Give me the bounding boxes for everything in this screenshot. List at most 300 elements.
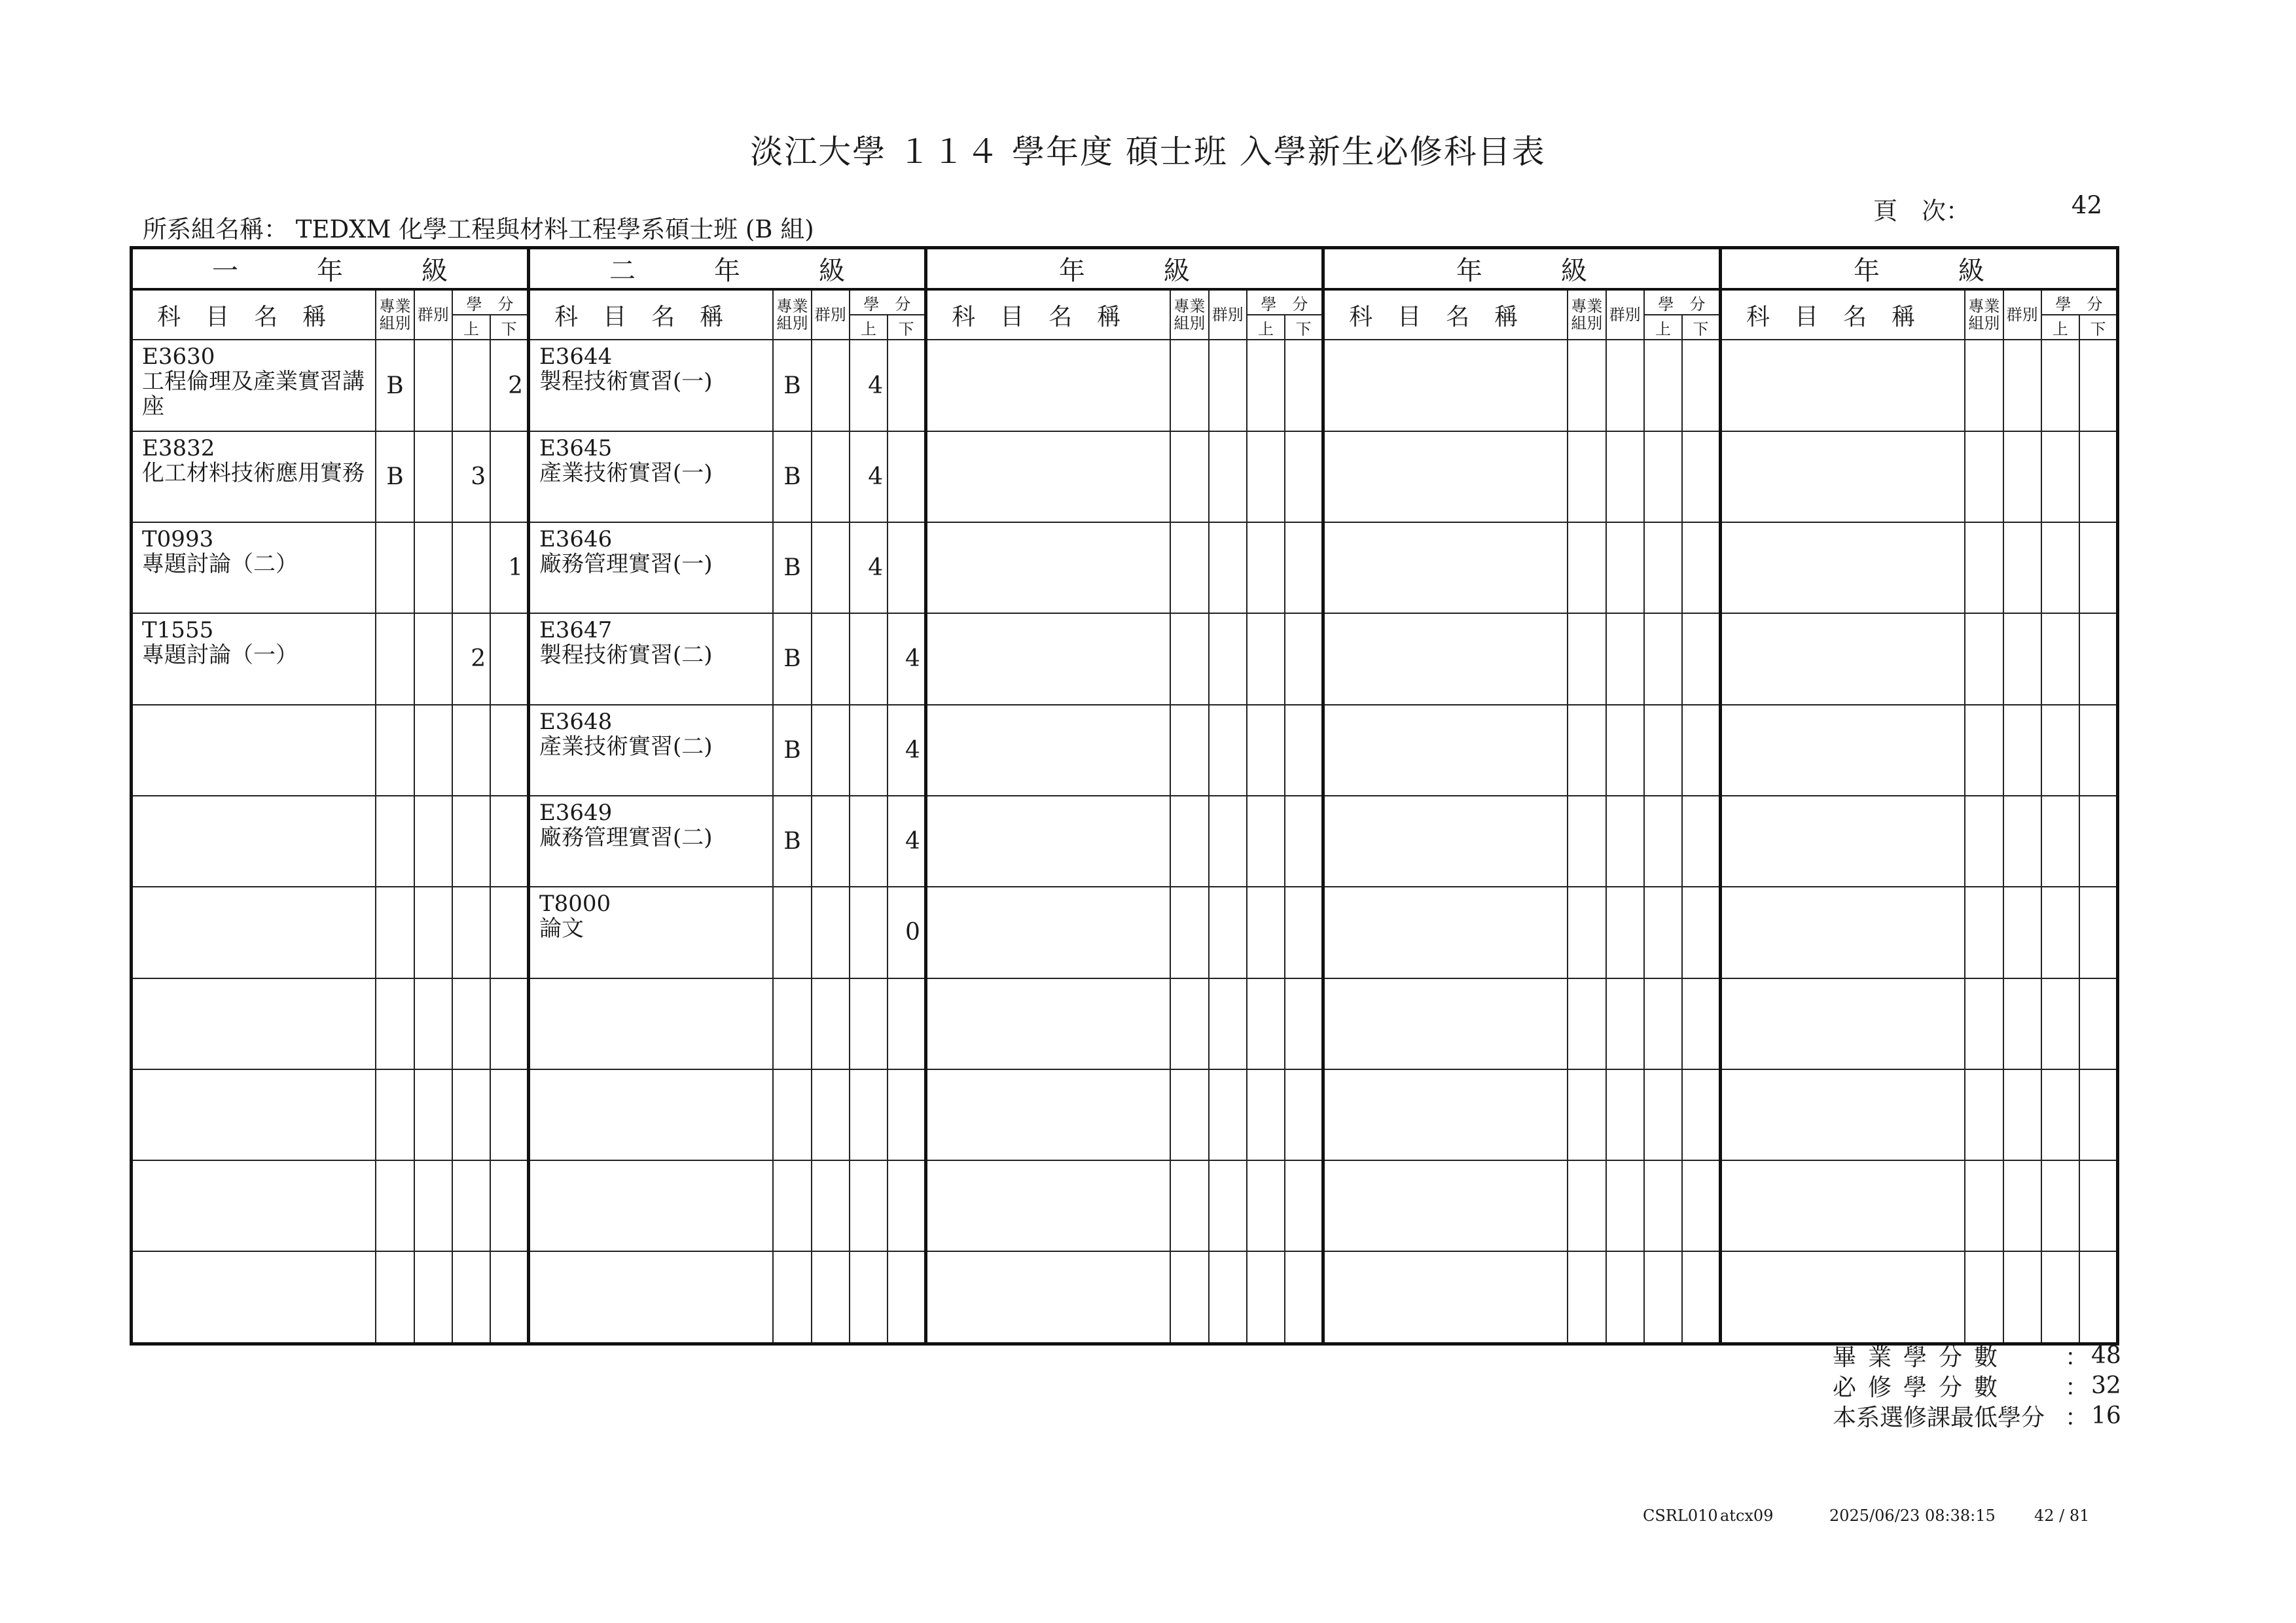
group-cell — [414, 887, 452, 978]
course-cell — [1720, 431, 1965, 522]
course-name-header: 科目名稱 — [528, 289, 773, 340]
lower-credit-cell — [1285, 705, 1323, 796]
group-cell — [414, 522, 452, 613]
course-code: E3647 — [539, 617, 613, 644]
course-cell — [1720, 705, 1965, 796]
course-name-header: 科目名稱 — [132, 289, 376, 340]
course-cell — [1323, 887, 1568, 978]
course-cell — [528, 887, 773, 978]
major-group-cell — [1170, 340, 1208, 431]
upper-credit-cell — [2041, 1160, 2079, 1251]
major-group-cell — [1965, 340, 2003, 431]
year-header-row — [132, 248, 2118, 289]
major-group-cell — [1568, 1160, 1605, 1251]
credits-header: 學 分 — [2041, 289, 2118, 315]
group-cell — [812, 705, 850, 796]
major-group-cell — [1965, 1069, 2003, 1160]
group-cell — [1209, 431, 1247, 522]
lower-credit-cell — [1682, 796, 1720, 887]
group-cell — [2003, 1069, 2041, 1160]
lower-semester-header: 下 — [1285, 315, 1323, 340]
lower-credit-cell — [1682, 340, 1720, 431]
group-cell — [2003, 887, 2041, 978]
lower-credit-cell — [1682, 978, 1720, 1069]
lower-credit-cell — [888, 1069, 925, 1160]
upper-credit-cell — [1644, 340, 1682, 431]
major-group-cell — [1170, 796, 1208, 887]
lower-semester-header: 下 — [2079, 315, 2117, 340]
group-cell — [414, 1160, 452, 1251]
document-title: 淡江大學 １１４ 學年度 碩士班 入學新生必修科目表 — [750, 133, 1546, 171]
group-cell — [812, 522, 850, 613]
course-cell — [528, 613, 773, 704]
upper-credit-cell: 2 — [452, 613, 490, 704]
major-group-cell — [1170, 1069, 1208, 1160]
course-cell — [1323, 431, 1568, 522]
upper-semester-header: 上 — [2041, 315, 2079, 340]
course-cell — [1720, 522, 1965, 613]
group-header: 群別 — [414, 289, 452, 340]
major-group-cell — [1965, 887, 2003, 978]
major-group-cell — [1568, 887, 1605, 978]
credits-header: 學 分 — [850, 289, 926, 315]
group-cell — [812, 1251, 850, 1344]
lower-credit-cell — [888, 431, 925, 522]
upper-credit-cell — [452, 1251, 490, 1344]
course-cell — [925, 705, 1170, 796]
lower-credit-cell — [1682, 1160, 1720, 1251]
course-cell — [132, 340, 376, 431]
lower-credit-cell — [490, 431, 528, 522]
major-group-cell — [773, 978, 811, 1069]
upper-credit-cell — [452, 1069, 490, 1160]
group-cell — [2003, 705, 2041, 796]
course-name: 專題討論（一） — [142, 642, 298, 669]
course-cell — [132, 705, 376, 796]
upper-credit-cell — [2041, 796, 2079, 887]
course-cell — [528, 1160, 773, 1251]
lower-credit-cell — [2079, 796, 2117, 887]
group-cell — [1209, 887, 1247, 978]
course-cell — [1323, 796, 1568, 887]
course-code: T1555 — [142, 617, 214, 644]
upper-credit-cell — [850, 1069, 888, 1160]
lower-credit-cell — [1285, 1251, 1323, 1344]
lower-semester-header: 下 — [888, 315, 925, 340]
table-row — [132, 613, 2118, 704]
upper-credit-cell: 3 — [452, 431, 490, 522]
group-cell — [1606, 1069, 1644, 1160]
credits-header: 學 分 — [452, 289, 529, 315]
major-group-cell — [1965, 431, 2003, 522]
course-name: 製程技術實習(一) — [539, 368, 713, 395]
group-cell — [414, 613, 452, 704]
course-cell — [1720, 1069, 1965, 1160]
course-cell — [1323, 1069, 1568, 1160]
course-cell — [1323, 522, 1568, 613]
course-code: T8000 — [539, 891, 611, 918]
lower-credit-cell — [888, 1160, 925, 1251]
upper-semester-header: 上 — [1644, 315, 1682, 340]
lower-credit-cell — [1285, 431, 1323, 522]
lower-credit-cell: 1 — [490, 522, 528, 613]
upper-credit-cell — [2041, 1069, 2079, 1160]
course-name: 化工材料技術應用實務 — [142, 459, 365, 486]
course-code: E3645 — [539, 435, 613, 461]
course-cell — [132, 796, 376, 887]
course-cell — [132, 887, 376, 978]
lower-credit-cell — [490, 613, 528, 704]
course-cell — [132, 1251, 376, 1344]
course-cell — [528, 340, 773, 431]
table-row — [132, 796, 2118, 887]
course-name: 產業技術實習(二) — [539, 733, 713, 760]
upper-credit-cell — [1644, 522, 1682, 613]
upper-credit-cell — [850, 705, 888, 796]
required-credits-label: 必修學分數 — [1833, 1374, 2010, 1401]
upper-credit-cell — [1247, 1069, 1285, 1160]
lower-credit-cell — [1682, 431, 1720, 522]
upper-credit-cell — [452, 887, 490, 978]
major-group-cell — [1965, 796, 2003, 887]
major-group-cell — [1170, 978, 1208, 1069]
year-group-header: 年 級 — [1720, 248, 2117, 289]
course-cell — [528, 978, 773, 1069]
course-name: 專題討論（二） — [142, 550, 298, 577]
upper-credit-cell — [452, 340, 490, 431]
course-name: 產業技術實習(一) — [539, 459, 713, 486]
major-group-cell: B — [376, 340, 414, 431]
lower-credit-cell — [490, 796, 528, 887]
group-cell — [2003, 522, 2041, 613]
upper-credit-cell — [1644, 613, 1682, 704]
group-cell — [1606, 978, 1644, 1069]
upper-credit-cell — [1644, 1160, 1682, 1251]
group-cell — [1606, 431, 1644, 522]
course-cell — [1720, 887, 1965, 978]
group-header: 群別 — [1606, 289, 1644, 340]
required-credits-value: 32 — [2091, 1372, 2121, 1399]
major-group-cell — [1965, 1160, 2003, 1251]
lower-credit-cell — [1285, 887, 1323, 978]
department-line — [143, 209, 814, 245]
upper-credit-cell — [1247, 613, 1285, 704]
upper-semester-header: 上 — [452, 315, 490, 340]
major-group-cell — [1170, 522, 1208, 613]
group-cell — [1606, 887, 1644, 978]
major-group-cell — [1965, 522, 2003, 613]
lower-credit-cell — [2079, 1251, 2117, 1344]
course-cell — [132, 431, 376, 522]
major-group-cell — [773, 1251, 811, 1344]
upper-credit-cell: 4 — [850, 340, 888, 431]
upper-credit-cell — [2041, 431, 2079, 522]
course-cell — [528, 1069, 773, 1160]
column-header-row — [132, 289, 2118, 315]
upper-credit-cell — [850, 796, 888, 887]
upper-credit-cell — [1247, 340, 1285, 431]
major-group-cell — [1965, 1251, 2003, 1344]
lower-credit-cell — [1285, 340, 1323, 431]
group-cell — [1606, 796, 1644, 887]
course-cell — [925, 1160, 1170, 1251]
course-cell — [925, 1251, 1170, 1344]
lower-credit-cell — [490, 1251, 528, 1344]
department-name: TEDXM 化學工程與材料工程學系碩士班 (B 組) — [295, 215, 814, 243]
course-cell — [1720, 1160, 1965, 1251]
upper-credit-cell: 4 — [850, 431, 888, 522]
print-timestamp: 2025/06/23 08:38:15 — [1829, 1507, 1996, 1525]
group-cell — [812, 796, 850, 887]
major-group-cell — [1965, 613, 2003, 704]
major-group-cell: B — [773, 522, 811, 613]
major-group-cell — [1568, 340, 1605, 431]
course-cell — [925, 340, 1170, 431]
major-group-cell — [1568, 431, 1605, 522]
upper-credit-cell — [1247, 522, 1285, 613]
lower-credit-cell — [1682, 705, 1720, 796]
lower-credit-cell — [2079, 1069, 2117, 1160]
group-cell — [2003, 796, 2041, 887]
upper-credit-cell — [2041, 340, 2079, 431]
upper-credit-cell — [1644, 705, 1682, 796]
elective-credits-value: 16 — [2091, 1402, 2121, 1429]
major-group-cell — [1170, 887, 1208, 978]
major-group-cell: B — [773, 431, 811, 522]
upper-credit-cell — [1247, 1251, 1285, 1344]
course-name: 論文 — [539, 916, 584, 942]
lower-credit-cell — [2079, 1160, 2117, 1251]
major-group-cell: B — [773, 796, 811, 887]
group-cell — [414, 340, 452, 431]
course-cell — [925, 978, 1170, 1069]
major-group-cell — [376, 1251, 414, 1344]
course-code: T0993 — [142, 526, 214, 552]
upper-credit-cell — [1247, 705, 1285, 796]
graduation-credits-row: 畢業學分數 ： 48 — [1833, 1340, 2117, 1370]
major-group-cell — [1568, 1251, 1605, 1344]
group-cell — [414, 1251, 452, 1344]
upper-credit-cell — [452, 978, 490, 1069]
major-group-cell: B — [773, 340, 811, 431]
group-cell — [414, 1069, 452, 1160]
major-group-cell — [773, 887, 811, 978]
group-cell — [1606, 522, 1644, 613]
page-value: 42 — [2071, 191, 2102, 219]
group-cell — [1209, 705, 1247, 796]
print-user: atcx09 — [1720, 1507, 1774, 1525]
group-cell — [1209, 340, 1247, 431]
lower-credit-cell — [888, 340, 925, 431]
table-row — [132, 1069, 2118, 1160]
group-cell — [1606, 613, 1644, 704]
major-group-cell — [376, 1069, 414, 1160]
lower-credit-cell — [2079, 887, 2117, 978]
upper-credit-cell — [2041, 705, 2079, 796]
table-row — [132, 340, 2118, 431]
table-row — [132, 1251, 2118, 1344]
table-row — [132, 1160, 2118, 1251]
major-group-cell — [1170, 613, 1208, 704]
group-cell — [1209, 978, 1247, 1069]
major-group-cell — [376, 887, 414, 978]
lower-credit-cell — [490, 1069, 528, 1160]
lower-credit-cell — [490, 1160, 528, 1251]
graduation-credits-label: 畢業學分數 — [1833, 1344, 2010, 1371]
major-group-cell — [376, 978, 414, 1069]
group-cell — [2003, 978, 2041, 1069]
group-cell — [812, 431, 850, 522]
major-group-cell — [1568, 522, 1605, 613]
table-row — [132, 978, 2118, 1069]
course-cell — [1323, 1160, 1568, 1251]
lower-credit-cell — [1682, 613, 1720, 704]
major-group-cell — [1170, 1160, 1208, 1251]
upper-credit-cell — [1644, 1069, 1682, 1160]
course-cell — [1720, 978, 1965, 1069]
major-group-cell: B — [773, 613, 811, 704]
course-name: 廠務管理實習(一) — [539, 550, 713, 577]
major-group-cell — [1170, 1251, 1208, 1344]
upper-credit-cell — [2041, 1251, 2079, 1344]
group-cell — [812, 613, 850, 704]
year-group-header: 年 級 — [1323, 248, 1720, 289]
course-table — [130, 246, 2119, 1346]
lower-credit-cell — [1682, 522, 1720, 613]
year-group-header: 年 級 — [925, 248, 1323, 289]
lower-credit-cell — [1285, 1069, 1323, 1160]
major-group-cell — [1568, 705, 1605, 796]
major-group-cell: B — [376, 431, 414, 522]
group-cell — [414, 431, 452, 522]
course-cell — [1323, 705, 1568, 796]
major-group-cell — [1170, 431, 1208, 522]
graduation-credits-value: 48 — [2091, 1342, 2121, 1369]
lower-semester-header: 下 — [1682, 315, 1720, 340]
upper-credit-cell — [452, 796, 490, 887]
lower-credit-cell — [2079, 978, 2117, 1069]
course-cell — [1323, 613, 1568, 704]
upper-credit-cell — [2041, 887, 2079, 978]
table-row — [132, 705, 2118, 796]
group-cell — [1209, 1251, 1247, 1344]
group-cell — [812, 887, 850, 978]
major-group-cell — [1568, 796, 1605, 887]
major-group-cell: B — [773, 705, 811, 796]
course-code: E3646 — [539, 526, 613, 552]
course-name: 製程技術實習(二) — [539, 642, 713, 669]
major-group-cell — [376, 613, 414, 704]
lower-credit-cell — [1285, 1160, 1323, 1251]
major-group-header: 專業組別 — [773, 289, 811, 340]
group-cell — [812, 340, 850, 431]
course-name-header: 科目名稱 — [1720, 289, 1965, 340]
course-cell — [1720, 613, 1965, 704]
lower-credit-cell — [888, 1251, 925, 1344]
lower-credit-cell — [490, 978, 528, 1069]
department-label: 所系組名稱： — [143, 215, 288, 243]
group-header: 群別 — [2003, 289, 2041, 340]
upper-credit-cell — [1644, 978, 1682, 1069]
major-group-cell — [1568, 978, 1605, 1069]
course-cell — [132, 1160, 376, 1251]
lower-credit-cell — [2079, 705, 2117, 796]
upper-credit-cell — [2041, 613, 2079, 704]
year-group-header: 二 年 級 — [528, 248, 925, 289]
upper-credit-cell — [850, 1251, 888, 1344]
upper-credit-cell — [452, 1160, 490, 1251]
upper-credit-cell — [850, 978, 888, 1069]
group-cell — [1209, 1160, 1247, 1251]
lower-credit-cell — [888, 978, 925, 1069]
upper-credit-cell — [1247, 978, 1285, 1069]
major-group-header: 專業組別 — [1170, 289, 1208, 340]
upper-credit-cell — [452, 522, 490, 613]
lower-credit-cell — [490, 887, 528, 978]
major-group-cell — [1170, 705, 1208, 796]
major-group-cell — [1965, 978, 2003, 1069]
major-group-header: 專業組別 — [376, 289, 414, 340]
course-cell — [528, 796, 773, 887]
upper-credit-cell — [850, 887, 888, 978]
major-group-cell — [1568, 1069, 1605, 1160]
credits-header: 學 分 — [1644, 289, 1721, 315]
lower-credit-cell — [1285, 796, 1323, 887]
group-header: 群別 — [1209, 289, 1247, 340]
lower-credit-cell: 4 — [888, 613, 925, 704]
course-cell — [528, 431, 773, 522]
upper-semester-header: 上 — [850, 315, 888, 340]
group-cell — [414, 978, 452, 1069]
elective-credits-label: 本系選修課最低學分 — [1833, 1404, 2045, 1431]
page-label: 頁 次： — [1873, 197, 1970, 225]
group-cell — [1606, 1251, 1644, 1344]
upper-credit-cell — [1247, 796, 1285, 887]
lower-credit-cell — [1682, 1251, 1720, 1344]
upper-credit-cell — [1247, 431, 1285, 522]
course-code: E3649 — [539, 799, 613, 826]
major-group-cell — [376, 1160, 414, 1251]
group-cell — [414, 796, 452, 887]
group-cell — [1606, 705, 1644, 796]
table-row — [132, 887, 2118, 978]
lower-credit-cell — [2079, 431, 2117, 522]
lower-credit-cell — [1285, 613, 1323, 704]
page-count: 42 / 81 — [2034, 1507, 2090, 1525]
course-cell — [925, 887, 1170, 978]
course-cell — [1323, 340, 1568, 431]
group-header: 群別 — [812, 289, 850, 340]
table-row — [132, 431, 2118, 522]
course-code: E3648 — [539, 708, 613, 735]
group-cell — [1606, 1160, 1644, 1251]
major-group-cell — [773, 1160, 811, 1251]
group-cell — [812, 1160, 850, 1251]
major-group-cell — [376, 522, 414, 613]
course-cell — [925, 613, 1170, 704]
upper-credit-cell — [1247, 1160, 1285, 1251]
lower-credit-cell — [2079, 340, 2117, 431]
course-cell — [132, 613, 376, 704]
page-number — [1873, 191, 2102, 226]
upper-credit-cell — [850, 613, 888, 704]
group-cell — [2003, 431, 2041, 522]
major-group-cell — [773, 1069, 811, 1160]
course-cell — [925, 431, 1170, 522]
group-cell — [2003, 1160, 2041, 1251]
table-row — [132, 522, 2118, 613]
upper-credit-cell — [1247, 887, 1285, 978]
